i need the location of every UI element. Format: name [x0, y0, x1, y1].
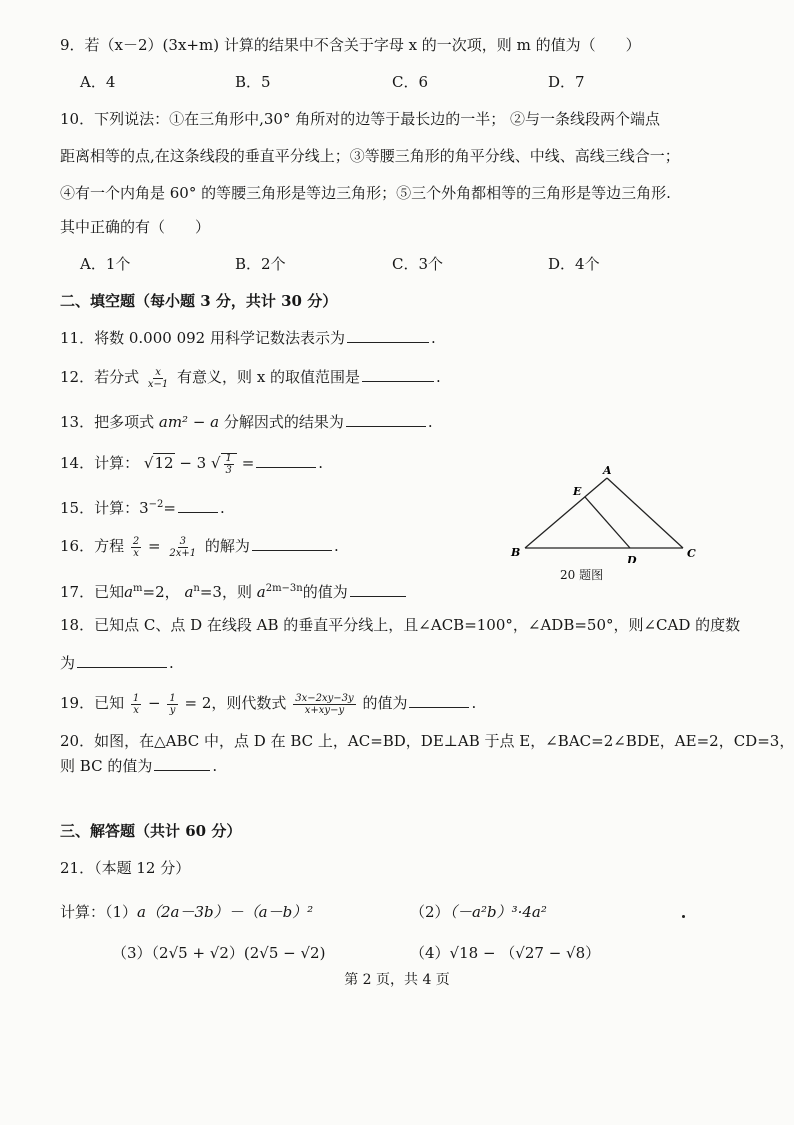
q21-part-1: a（2a－3b）－（a－b）² — [137, 903, 314, 921]
page-number: 第 2 页，共 4 页 — [344, 972, 450, 988]
section-2-title: 二、填空题（每小题 3 分，共计 30 分） — [60, 292, 338, 310]
segment-ac — [607, 478, 683, 548]
q19: 19．已知 $\frac{1}{x}$ − $\frac{1}{y}$ = 2，则代数式 $\frac{3x-2xy-3y}{x+xy-y}$ 的值为 . — [60, 692, 477, 716]
answer-blank[interactable] — [350, 581, 406, 597]
answer-blank[interactable] — [154, 755, 210, 771]
fraction: $\frac{x}{x-1}$ — [147, 366, 169, 390]
q9-option-b: B．5 — [235, 73, 271, 91]
answer-blank[interactable] — [252, 535, 332, 551]
q10-line-3: ④有一个内角是 60° 的等腰三角形是等边三角形；⑤三个外角都相等的三角形是等边三角形. — [60, 184, 671, 202]
q21-part-4: （4）√18 − （√27 − √8） — [410, 944, 601, 962]
q16: 16．方程 $\frac{2}{x}$ = $\frac{3}{2x+1}$ 的解为 . — [60, 535, 339, 559]
q11: 11．将数 0.000 092 用科学记数法表示为 . — [60, 329, 436, 347]
q18-line-2: 为 . — [60, 654, 174, 672]
polynomial: am² − a — [158, 413, 220, 431]
q14: 14．计算： √12 − 3 √ $\frac{1}{3}$ = . — [60, 452, 324, 476]
q9-stem: 9．若（x－2）(3x+m) 计算的结果中不含关于字母 x 的一次项，则 m 的值为（ ） — [60, 36, 641, 54]
q21-part-2: （2）（－a²b）³·4a² — [410, 903, 547, 921]
q15: 15．计算：$3^{-2}=$ . — [60, 499, 225, 517]
q21-part-3: （3）（2√5 + √2）(2√5 − √2) — [112, 944, 326, 962]
sqrt-expression: √12 — [143, 454, 174, 472]
q17: 17．已知$a^m=2$， $a^n=3$，则 $a^{2m-3n}$的值为 — [60, 578, 408, 603]
q10-option-d: D．4个 — [548, 255, 600, 273]
answer-blank[interactable] — [77, 652, 167, 668]
answer-blank[interactable] — [409, 692, 469, 708]
answer-blank[interactable] — [362, 366, 434, 382]
q10-line-1: 10．下列说法：①在三角形中,30° 角所对的边等于最长边的一半； ②与一条线段两个端点 — [60, 110, 660, 128]
answer-blank[interactable] — [256, 452, 316, 468]
answer-blank[interactable] — [178, 497, 218, 513]
figure-caption: 20 题图 — [560, 568, 604, 582]
segment-de — [585, 497, 630, 548]
q21-row-1: 计算：（1）a（2a－3b）－（a－b）² — [60, 903, 314, 921]
label-d: D — [627, 554, 637, 563]
q21-title: 21．（本题 12 分） — [60, 859, 191, 877]
q10-line-2: 距离相等的点,在这条线段的垂直平分线上；③等腰三角形的角平分线、中线、高线三线合一； — [60, 147, 680, 165]
q9-option-c: C．6 — [392, 73, 429, 91]
answer-blank[interactable] — [347, 327, 429, 343]
triangle-figure — [505, 458, 715, 563]
section-3-title: 三、解答题（共计 60 分） — [60, 822, 242, 840]
q20-line-1: 20．如图，在△ABC 中，点 D 在 BC 上，AC=BD，DE⊥AB 于点 E，∠BAC=2∠BDE，AE=2，CD=3， — [60, 732, 794, 750]
label-a: A — [603, 464, 612, 477]
q10-option-c: C．3个 — [392, 255, 444, 273]
q13: 13．把多项式 am² − a 分解因式的结果为 . — [60, 413, 433, 431]
q9-option-a: A．4 — [80, 73, 116, 91]
stray-mark — [682, 915, 685, 918]
label-b: B — [511, 546, 521, 559]
q10-option-b: B．2个 — [235, 255, 286, 273]
label-e: E — [573, 485, 582, 498]
segment-ba — [525, 478, 607, 548]
q20-line-2: 则 BC 的值为 . — [60, 757, 218, 775]
q10-option-a: A．1个 — [80, 255, 131, 273]
q9-option-d: D．7 — [548, 73, 585, 91]
answer-blank[interactable] — [346, 411, 426, 427]
q18-line-1: 18．已知点 C、点 D 在线段 AB 的垂直平分线上，且∠ACB=100°，∠ADB=50°，则∠CAD 的度数 — [60, 616, 741, 634]
sqrt-fraction: √ $\frac{1}{3}$ — [211, 452, 237, 476]
q12: 12．若分式 $\frac{x}{x-1}$ 有意义，则 x 的取值范围是 . — [60, 366, 441, 390]
q10-line-4: 其中正确的有（ ） — [60, 218, 211, 236]
label-c: C — [687, 547, 696, 560]
q11-text: 11．将数 0.000 092 用科学记数法表示为 — [60, 329, 345, 347]
